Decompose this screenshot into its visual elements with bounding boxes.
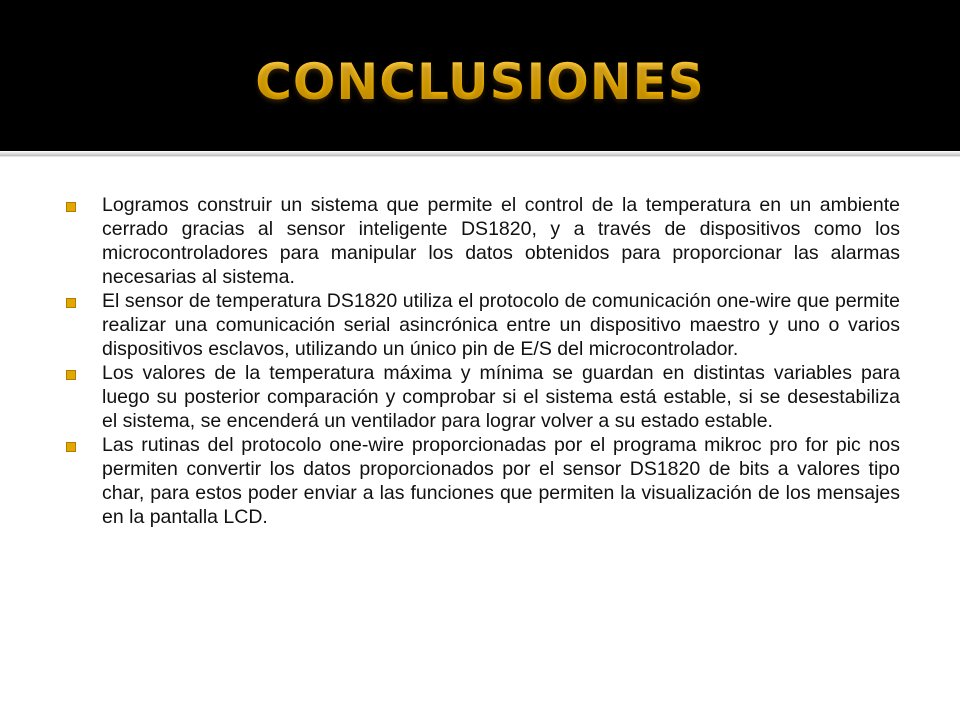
title-bar [0, 0, 960, 151]
bullet-item [64, 193, 900, 289]
title-divider-shadow [0, 156, 960, 157]
bullet-item [64, 433, 900, 529]
bullet-list [64, 193, 900, 529]
bullet-item [64, 289, 900, 361]
bullet-text: Los valores de la temperatura máxima y mínima se guardan en distintas variables para luego su posterior comparación y comprobar si el sistema está estable, si se desestabiliza el sistema, se encenderá un ventilador para lograr volver a su estado estable. [102, 362, 900, 432]
bullet-text: El sensor de temperatura DS1820 utiliza el protocolo de comunicación one-wire que permite realizar una comunicación serial asincrónica entre un dispositivo maestro y uno o varios dispositivos esclavos, utilizando un único pin de E/S del microcontrolador. [102, 290, 900, 360]
square-bullet-icon [66, 298, 76, 308]
bullet-item [64, 361, 900, 433]
square-bullet-icon [66, 442, 76, 452]
bullet-text: Logramos construir un sistema que permite el control de la temperatura en un ambiente cerrado gracias al sensor inteligente DS1820, y a través de dispositivos como los microcontroladores para manipular los datos obtenidos para proporcionar las alarmas necesarias al sistema. [102, 194, 900, 288]
slide-title: CONCLUSIONES [0, 50, 960, 114]
square-bullet-icon [66, 202, 76, 212]
square-bullet-icon [66, 370, 76, 380]
bullet-text: Las rutinas del protocolo one-wire proporcionadas por el programa mikroc pro for pic nos permiten convertir los datos proporcionados por el sensor DS1820 de bits a valores tipo char, para estos poder enviar a las funciones que permiten la visualización de los mensajes en la pantalla LCD. [102, 434, 900, 528]
